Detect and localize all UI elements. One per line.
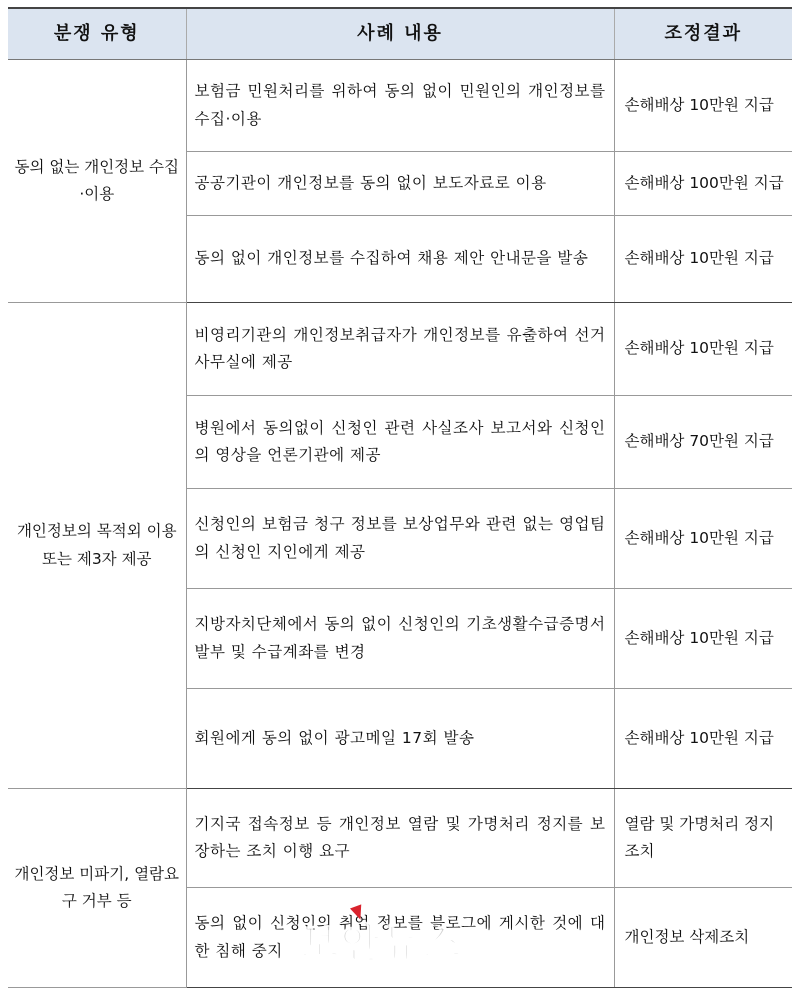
header-row	[8, 8, 792, 60]
result-cell: 손해배상 10만원 지급	[614, 589, 792, 689]
header-mediation-result: 조정결과	[614, 8, 792, 60]
dispute-type-cell: 개인정보 미파기, 열람요구 거부 등	[8, 789, 186, 988]
case-cell: 지방자치단체에서 동의 없이 신청인의 기초생활수급증명서 발부 및 수급계좌를 변경	[186, 589, 614, 689]
result-cell: 손해배상 10만원 지급	[614, 303, 792, 396]
result-cell: 손해배상 10만원 지급	[614, 489, 792, 589]
result-cell: 손해배상 10만원 지급	[614, 60, 792, 152]
result-cell: 열람 및 가명처리 정지 조치	[614, 789, 792, 888]
result-cell: 손해배상 10만원 지급	[614, 216, 792, 303]
case-cell: 동의 없이 신청인의 취업 정보를 블로그에 게시한 것에 대한 침해 중지	[186, 888, 614, 988]
case-cell: 공공기관이 개인정보를 동의 없이 보도자료로 이용	[186, 152, 614, 216]
case-cell: 회원에게 동의 없이 광고메일 17회 발송	[186, 689, 614, 789]
case-cell: 동의 없이 개인정보를 수집하여 채용 제안 안내문을 발송	[186, 216, 614, 303]
dispute-cases-table	[8, 7, 792, 988]
dispute-type-cell: 동의 없는 개인정보 수집·이용	[8, 60, 186, 303]
case-cell: 보험금 민원처리를 위하여 동의 없이 민원인의 개인정보를 수집·이용	[186, 60, 614, 152]
header-case-content: 사례 내용	[186, 8, 614, 60]
dispute-type-cell: 개인정보의 목적외 이용 또는 제3자 제공	[8, 303, 186, 789]
case-cell: 기지국 접속정보 등 개인정보 열람 및 가명처리 정지를 보장하는 조치 이행 요구	[186, 789, 614, 888]
watermark-logo: 보안뉴스	[300, 921, 463, 967]
case-cell: 신청인의 보험금 청구 정보를 보상업무와 관련 없는 영업팀의 신청인 지인에게 제공	[186, 489, 614, 589]
table-row	[8, 303, 792, 396]
result-cell: 손해배상 10만원 지급	[614, 689, 792, 789]
result-cell: 손해배상 100만원 지급	[614, 152, 792, 216]
case-cell: 비영리기관의 개인정보취급자가 개인정보를 유출하여 선거사무실에 제공	[186, 303, 614, 396]
case-cell: 병원에서 동의없이 신청인 관련 사실조사 보고서와 신청인의 영상을 언론기관에 제공	[186, 396, 614, 489]
result-cell: 손해배상 70만원 지급	[614, 396, 792, 489]
header-dispute-type: 분쟁 유형	[8, 8, 186, 60]
result-cell: 개인정보 삭제조치	[614, 888, 792, 988]
table-row	[8, 60, 792, 152]
table-row	[8, 789, 792, 888]
